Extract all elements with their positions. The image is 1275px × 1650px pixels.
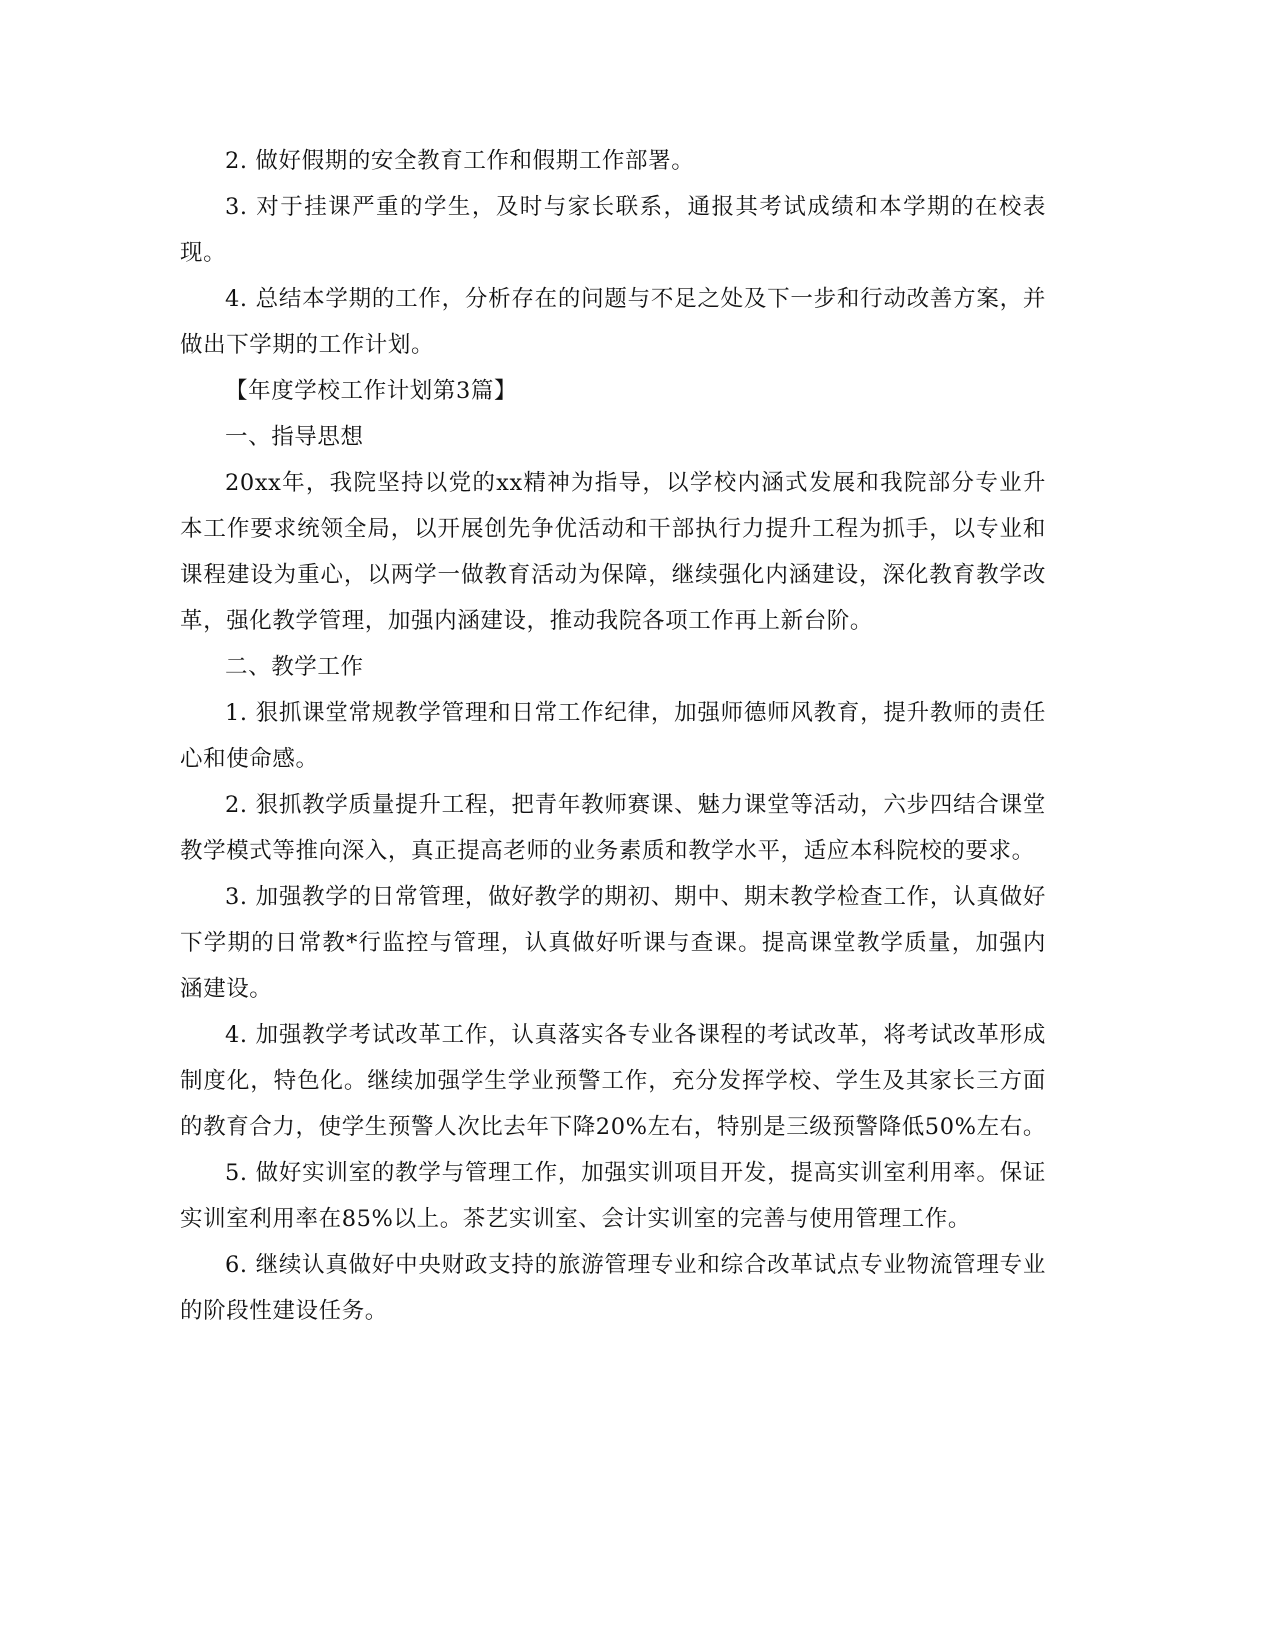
teaching-item-3: 3. 加强教学的日常管理，做好教学的期初、期中、期末教学检查工作，认真做好下学期的日常教*行监控与管理，认真做好听课与查课。提高课堂教学质量，加强内涵建设。 xyxy=(180,884,1046,1002)
section-heading-plan-3: 【年度学校工作计划第3篇】 xyxy=(225,378,518,404)
guiding-thought-body: 20xx年，我院坚持以党的xx精神为指导，以学校内涵式发展和我院部分专业升本工作要求统领全局，以开展创先争优活动和干部执行力提升工程为抓手，以专业和课程建设为重心，以两学一做教育活动为保障，继续强化内涵建设，深化教育教学改革，强化教学管理，加强内涵建设，推动我院各项工作再上新台阶。 xyxy=(180,470,1046,634)
document-page xyxy=(180,138,1046,1334)
paragraph-item-3: 3. 对于挂课严重的学生，及时与家长联系，通报其考试成绩和本学期的在校表现。 xyxy=(180,194,1046,266)
paragraph-item-4: 4. 总结本学期的工作，分析存在的问题与不足之处及下一步和行动改善方案，并做出下学期的工作计划。 xyxy=(180,286,1046,358)
teaching-item-5: 5. 做好实训室的教学与管理工作，加强实训项目开发，提高实训室利用率。保证实训室利用率在85%以上。茶艺实训室、会计实训室的完善与使用管理工作。 xyxy=(180,1160,1046,1232)
teaching-item-2: 2. 狠抓教学质量提升工程，把青年教师赛课、魅力课堂等活动，六步四结合课堂教学模式等推向深入，真正提高老师的业务素质和教学水平，适应本科院校的要求。 xyxy=(180,792,1046,864)
teaching-item-6: 6. 继续认真做好中央财政支持的旅游管理专业和综合改革试点专业物流管理专业的阶段性建设任务。 xyxy=(180,1252,1046,1324)
section-heading-guiding-thought: 一、指导思想 xyxy=(225,424,364,450)
teaching-item-4: 4. 加强教学考试改革工作，认真落实各专业各课程的考试改革，将考试改革形成制度化，特色化。继续加强学生学业预警工作，充分发挥学校、学生及其家长三方面的教育合力，使学生预警人次比去年下降20%左右，特别是三级预警降低50%左右。 xyxy=(180,1022,1046,1140)
section-heading-teaching-work: 二、教学工作 xyxy=(225,654,364,680)
paragraph-item-2: 2. 做好假期的安全教育工作和假期工作部署。 xyxy=(225,148,695,174)
teaching-item-1: 1. 狠抓课堂常规教学管理和日常工作纪律，加强师德师风教育，提升教师的责任心和使命感。 xyxy=(180,700,1046,772)
